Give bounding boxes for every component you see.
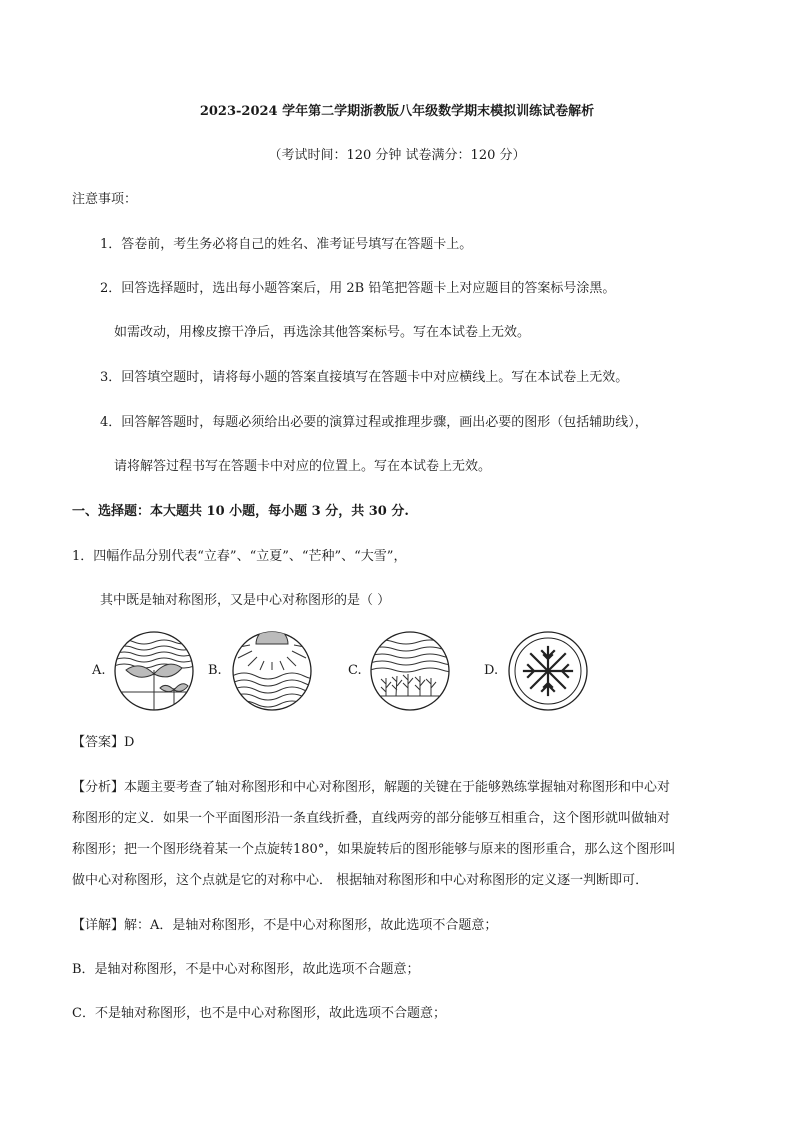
analysis-line-1: 【分析】本题主要考查了轴对称图形和中心对称图形，解题的关键在于能够熟练掌握轴对称图形和中心对 bbox=[72, 780, 671, 795]
choice-images bbox=[0, 630, 794, 712]
notice-heading: 注意事项： bbox=[72, 192, 138, 207]
document-title: 2023-2024 学年第二学期浙教版八年级数学期末模拟训练试卷解析 bbox=[199, 104, 595, 119]
lichun-emblem-icon bbox=[112, 630, 196, 712]
notice-item-3: 3．回答填空题时，请将每小题的答案直接填写在答题卡中对应横线上。写在本试卷上无效。 bbox=[100, 370, 629, 385]
question-1-answer: 【答案】D bbox=[72, 735, 135, 750]
choice-c-label: C. bbox=[348, 663, 362, 678]
section-heading: 一、选择题：本大题共 10 小题，每小题 3 分，共 30 分. bbox=[72, 504, 409, 519]
notice-item-4-cont: 请将解答过程书写在答题卡中对应的位置上。写在本试卷上无效。 bbox=[114, 459, 492, 474]
choice-d-label: D. bbox=[484, 663, 499, 678]
notice-item-2-cont: 如需改动，用橡皮擦干净后，再选涂其他答案标号。写在本试卷上无效。 bbox=[114, 325, 531, 340]
notice-item-2: 2．回答选择题时，选出每小题答案后，用 2B 铅笔把答题卡上对应题目的答案标号涂黑。 bbox=[100, 281, 616, 296]
analysis-line-3: 称图形；把一个图形绕着某一个点旋转180°，如果旋转后的图形能够与原来的图形重合，那么这个图形叫 bbox=[72, 842, 676, 857]
detail-line-a: 【详解】解：A．是轴对称图形，不是中心对称图形，故此选项不合题意； bbox=[72, 918, 498, 933]
choice-c bbox=[348, 630, 458, 712]
choice-b-label: B. bbox=[208, 663, 222, 678]
detail-line-c: C．不是轴对称图形，也不是中心对称图形，故此选项不合题意； bbox=[72, 1006, 446, 1021]
choice-a-label: A. bbox=[92, 663, 106, 678]
question-1-stem: 1．四幅作品分别代表“立春”、“立夏”、“芒种”、“大雪”， bbox=[72, 549, 407, 564]
exam-info: （考试时间：120 分钟 试卷满分：120 分） bbox=[268, 148, 526, 163]
question-1-stem-cont: 其中既是轴对称图形，又是中心对称图形的是（ ） bbox=[100, 593, 391, 608]
analysis-line-4: 做中心对称图形，这个点就是它的对称中心． 根据轴对称图形和中心对称图形的定义逐一判断即可． bbox=[72, 873, 649, 888]
lixia-emblem-icon bbox=[230, 630, 314, 712]
notice-item-1: 1．答卷前，考生务必将自己的姓名、准考证号填写在答题卡上。 bbox=[100, 237, 473, 252]
mangzhong-emblem-icon bbox=[368, 630, 452, 712]
choice-b bbox=[208, 630, 318, 712]
notice-item-4: 4．回答解答题时，每题必须给出必要的演算过程或推理步骤，画出必要的图形（包括辅助线）， bbox=[100, 415, 648, 430]
choice-a bbox=[92, 630, 202, 712]
daxue-snowflake-emblem-icon bbox=[506, 630, 590, 712]
choice-d bbox=[484, 630, 594, 712]
analysis-line-2: 称图形的定义．如果一个平面图形沿一条直线折叠，直线两旁的部分能够互相重合，这个图形就叫做轴对 bbox=[72, 811, 671, 826]
detail-line-b: B．是轴对称图形，不是中心对称图形，故此选项不合题意； bbox=[72, 962, 420, 977]
